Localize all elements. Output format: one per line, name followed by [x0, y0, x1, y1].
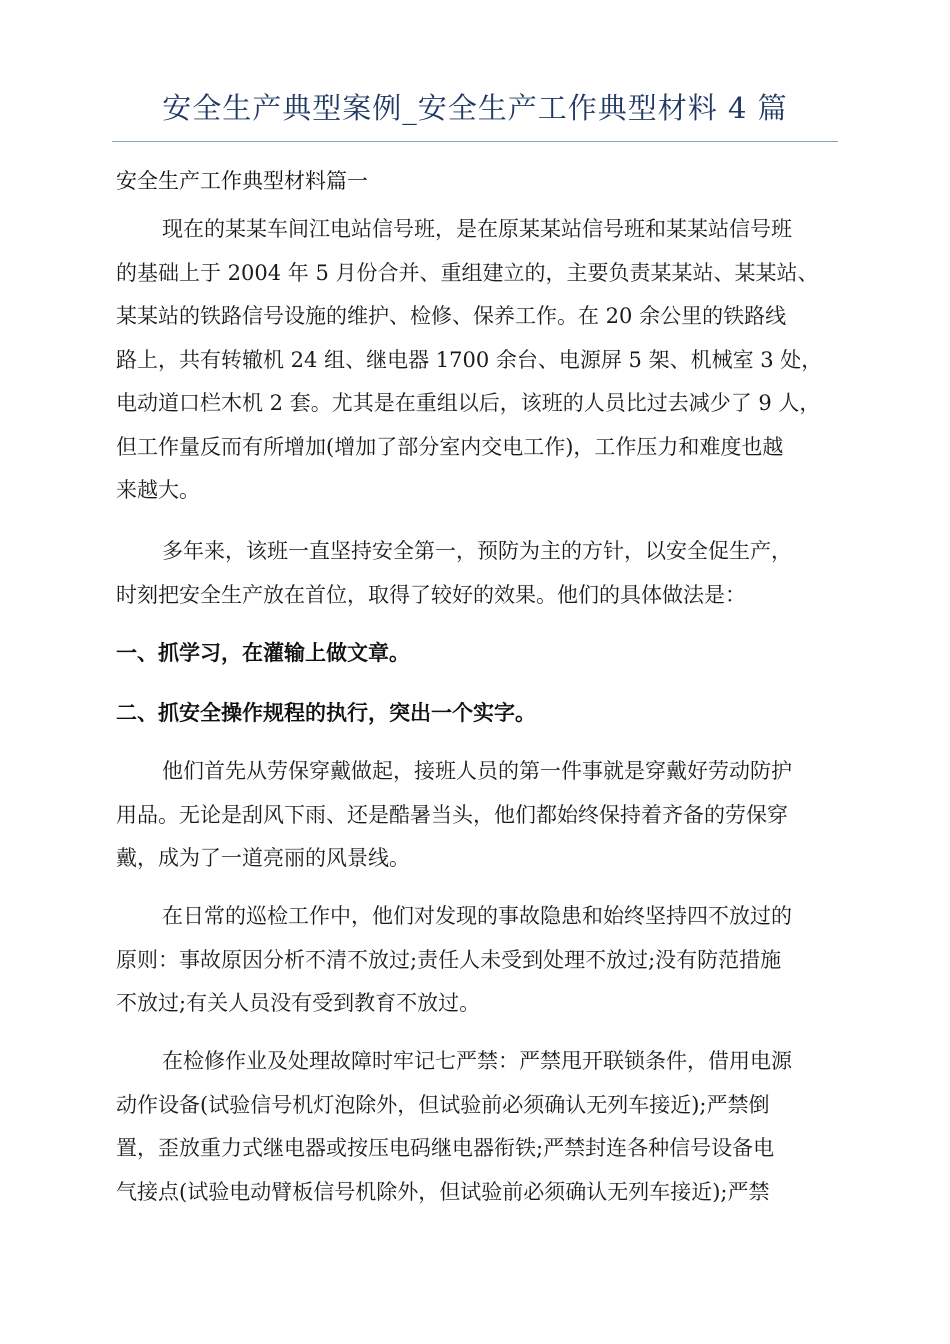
paragraph-line: 原则：事故原因分析不清不放过;责任人未受到处理不放过;没有防范措施: [116, 947, 782, 972]
paragraph-1: [116, 208, 838, 513]
section-heading: 安全生产工作典型材料篇一: [116, 169, 368, 193]
paragraph-line: 用品。无论是刮风下雨、还是酷暑当头，他们都始终保持着齐备的劳保穿: [116, 802, 788, 827]
paragraph-line: 的基础上于 2004 年 5 月份合并、重组建立的，主要负责某某站、某某站、: [116, 260, 819, 285]
title-divider: [112, 141, 838, 142]
paragraph-line: 电动道口栏木机 2 套。尤其是在重组以后，该班的人员比过去减少了 9 人，: [116, 391, 821, 415]
paragraph-line: 不放过;有关人员没有受到教育不放过。: [116, 991, 481, 1015]
paragraph-line: 某某站的铁路信号设施的维护、检修、保养工作。在 20 余公里的铁路线: [116, 304, 787, 328]
paragraph-line: 他们首先从劳保穿戴做起，接班人员的第一件事就是穿戴好劳动防护: [162, 759, 792, 783]
paragraph-line: 在检修作业及处理故障时牢记七严禁：严禁甩开联锁条件，借用电源: [162, 1049, 792, 1073]
paragraph-2: [116, 530, 838, 617]
paragraph-line: 路上，共有转辙机 24 组、继电器 1700 余台、电源屏 5 架、机械室 3 处，: [116, 347, 823, 372]
paragraph-line: 气接点(试验电动臂板信号机除外，但试验前必须确认无列车接近);严禁: [116, 1179, 770, 1204]
paragraph-line: 置，歪放重力式继电器或按压电码继电器衔铁;严禁封连各种信号设备电: [116, 1136, 775, 1160]
paragraph-4: [116, 895, 838, 1026]
paragraph-line: 动作设备(试验信号机灯泡除外，但试验前必须确认无列车接近);严禁倒: [116, 1092, 770, 1117]
paragraph-line: 多年来，该班一直坚持安全第一，预防为主的方针，以安全促生产，: [162, 539, 792, 563]
heading-2: 二、抓安全操作规程的执行，突出一个实字。: [116, 700, 536, 725]
paragraph-3: [116, 750, 838, 881]
paragraph-line: 但工作量反而有所增加(增加了部分室内交电工作)，工作压力和难度也越: [116, 434, 784, 459]
document-title: 安全生产典型案例_安全生产工作典型材料 4 篇: [162, 91, 788, 125]
paragraph-line: 来越大。: [116, 478, 200, 502]
paragraph-line: 戴，成为了一道亮丽的风景线。: [116, 846, 410, 870]
heading-1: 一、抓学习，在灌输上做文章。: [116, 640, 410, 665]
paragraph-5: [116, 1040, 838, 1214]
paragraph-line: 在日常的巡检工作中，他们对发现的事故隐患和始终坚持四不放过的: [162, 904, 792, 928]
paragraph-line: 时刻把安全生产放在首位，取得了较好的效果。他们的具体做法是：: [116, 582, 746, 607]
paragraph-line: 现在的某某车间江电站信号班，是在原某某站信号班和某某站信号班: [162, 217, 792, 241]
